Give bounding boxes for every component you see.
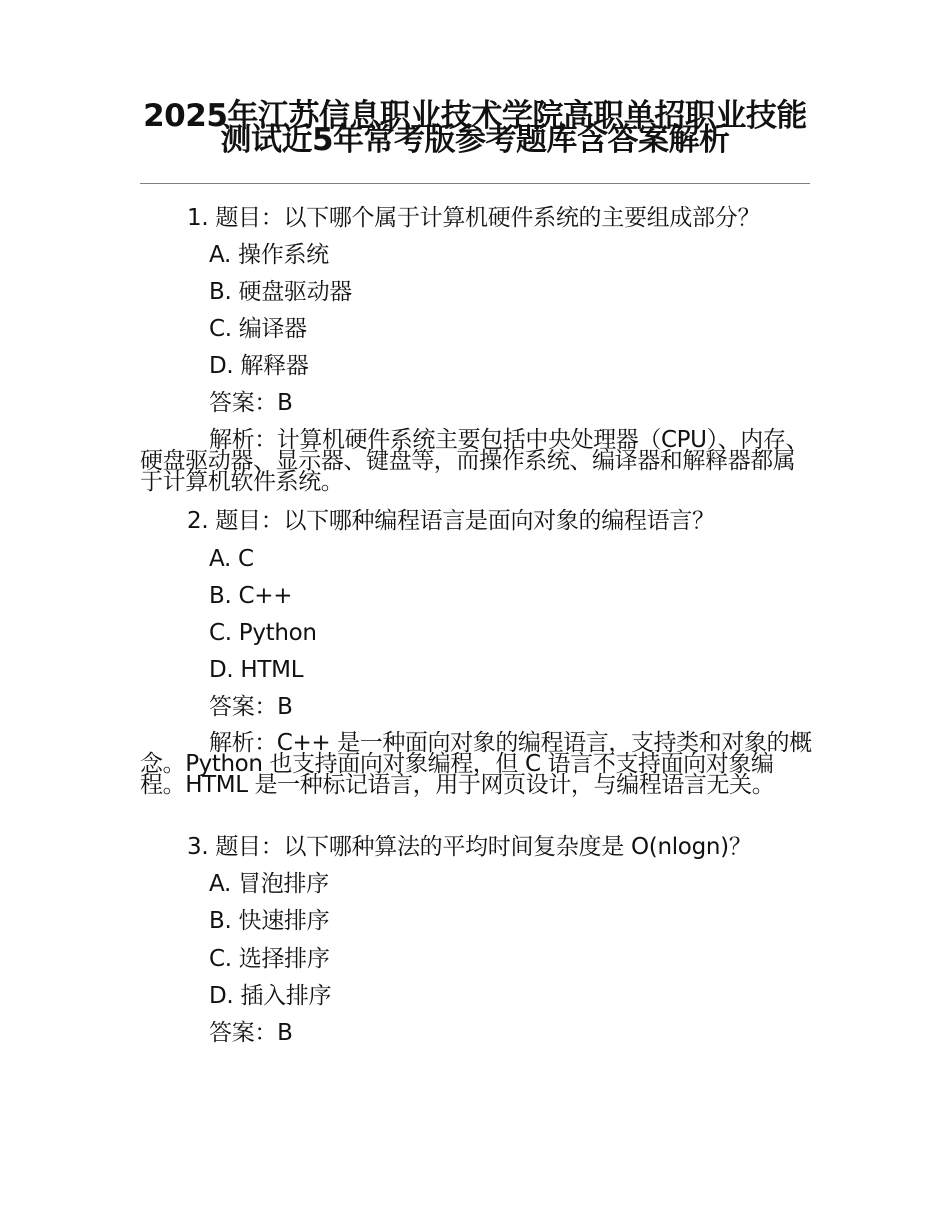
question-3-option-b: B. 快速排序 <box>209 908 330 934</box>
document-title: 2025年江苏信息职业技术学院高职单招职业技能测试近5年常考版参考题库含答案解析 <box>143 98 807 158</box>
question-1-stem: 1. 题目：以下哪个属于计算机硬件系统的主要组成部分？ <box>187 205 761 231</box>
question-3-option-d: D. 插入排序 <box>209 983 332 1009</box>
question-2-stem: 2. 题目：以下哪种编程语言是面向对象的编程语言？ <box>187 508 715 534</box>
question-2-explanation: 解析：C++ 是一种面向对象的编程语言，支持类和对象的概念。Python 也支持面向对象编程，但 C 语言不支持面向对象编程。HTML 是一种标记语言，用于网页设计，与编程语言无关。 <box>140 730 812 798</box>
question-3-option-a: A. 冒泡排序 <box>209 871 329 897</box>
question-3-option-c: C. 选择排序 <box>209 946 330 972</box>
question-1-option-d: D. 解释器 <box>209 353 309 379</box>
question-1-option-b: B. 硬盘驱动器 <box>209 279 353 305</box>
question-1-answer: 答案：B <box>209 390 293 416</box>
question-2-answer: 答案：B <box>209 694 293 720</box>
question-1-option-c: C. 编译器 <box>209 316 307 342</box>
question-2-option-c: C. Python <box>209 620 317 646</box>
question-3-answer: 答案：B <box>209 1020 293 1046</box>
question-3-stem: 3. 题目：以下哪种算法的平均时间复杂度是 O(nlogn)？ <box>187 834 752 860</box>
title-underline <box>140 183 810 184</box>
question-1-option-a: A. 操作系统 <box>209 242 329 268</box>
question-2-option-b: B. C++ <box>209 583 293 609</box>
question-2-option-a: A. C <box>209 546 254 572</box>
question-1-explanation: 解析：计算机硬件系统主要包括中央处理器（CPU）、内存、硬盘驱动器、显示器、键盘等，而操作系统、编译器和解释器都属于计算机软件系统。 <box>140 427 809 495</box>
question-2-option-d: D. HTML <box>209 657 304 683</box>
